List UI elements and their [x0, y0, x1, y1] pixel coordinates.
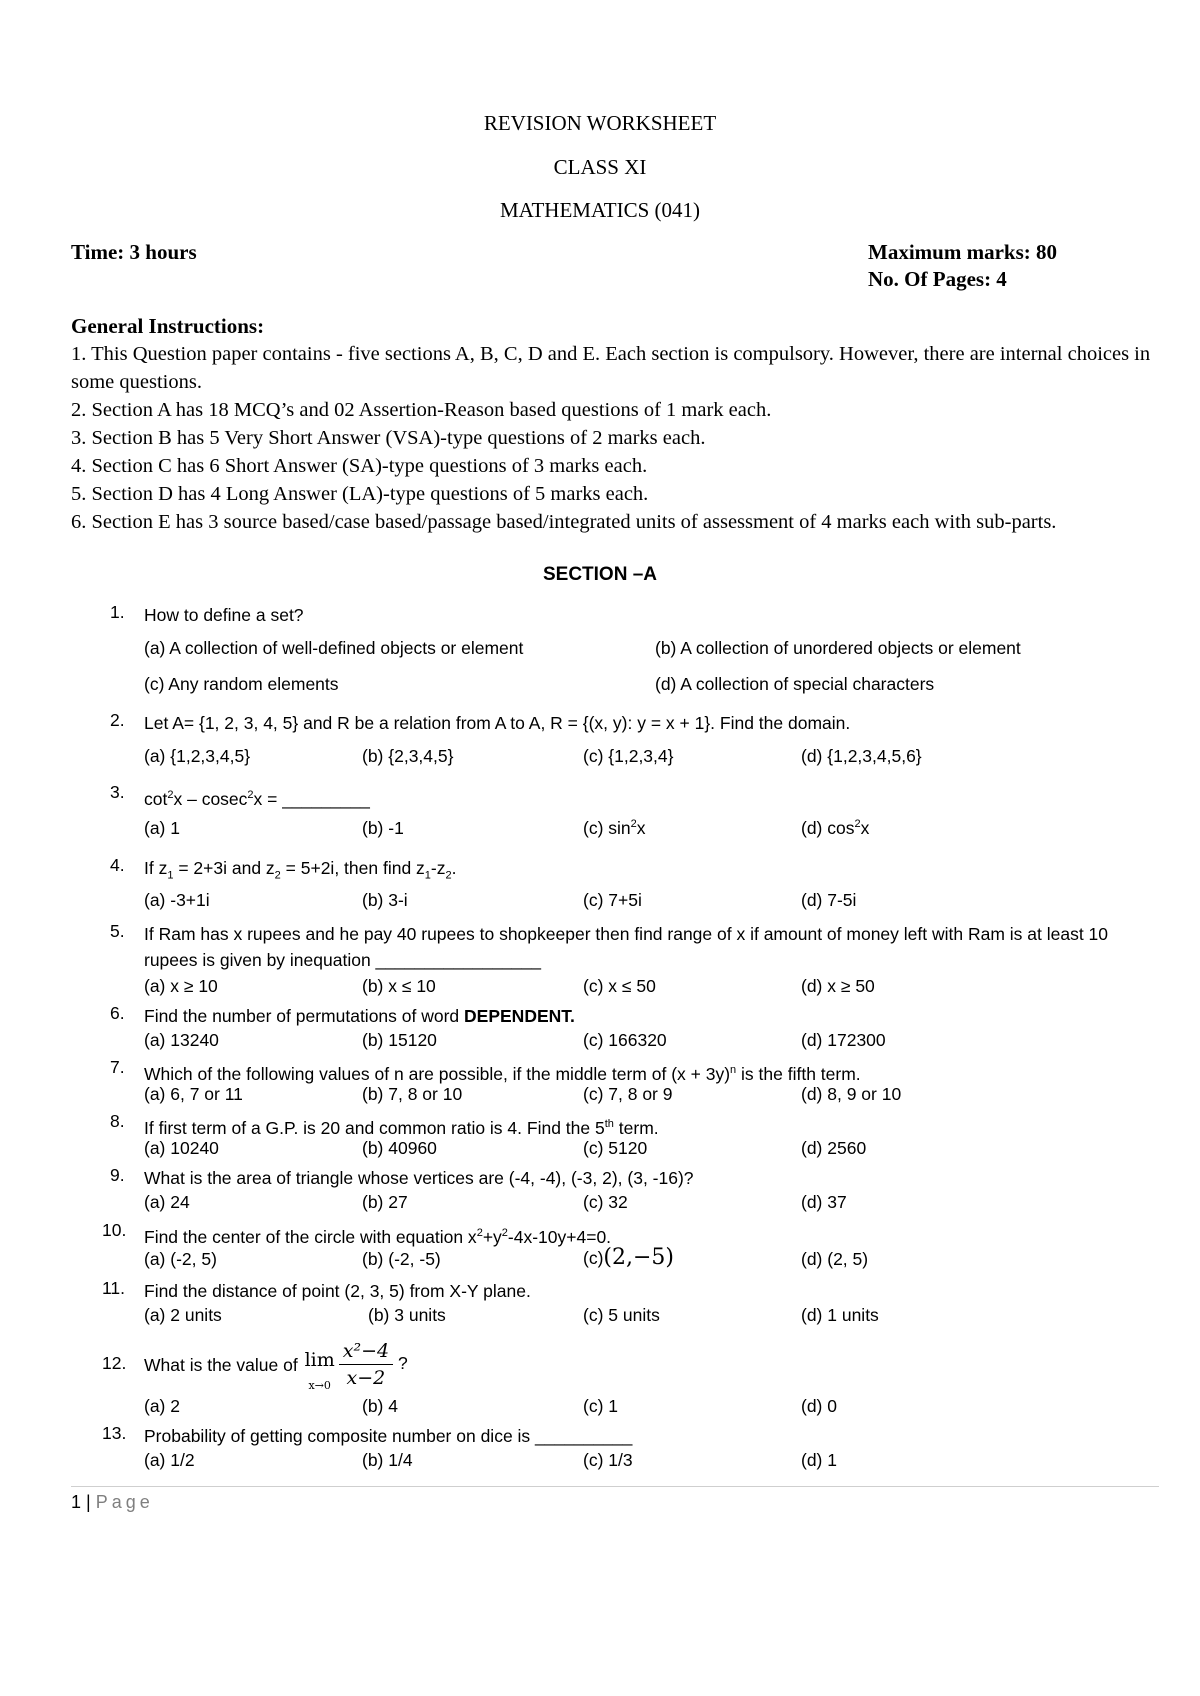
- q9-option-d: (d) 37: [801, 1192, 847, 1212]
- footer-separator: |: [81, 1492, 96, 1512]
- question-number: 11.: [102, 1278, 126, 1298]
- question-text: What is the area of triangle whose vertices are (-4, -4), (-3, 2), (3, -16)?: [144, 1168, 694, 1188]
- question-12: [102, 1338, 1160, 1398]
- question-text: Let A= {1, 2, 3, 4, 5} and R be a relation from A to A, R = {(x, y): y = x + 1}. Find the domain.: [144, 713, 851, 733]
- instruction-6: 6. Section E has 3 source based/case based/passage based/integrated units of assessment of 4 marks each with sub-parts.: [71, 511, 1057, 533]
- q2-option-d: (d) {1,2,3,4,5,6}: [801, 746, 922, 766]
- question-text: Probability of getting composite number on dice is __________: [144, 1426, 633, 1446]
- q4-option-c: (c) 7+5i: [583, 890, 642, 910]
- q10-option-a: (a) (-2, 5): [144, 1249, 217, 1269]
- q11-option-d: (d) 1 units: [801, 1305, 879, 1325]
- question-number: 6.: [110, 1003, 125, 1023]
- question-number: 2.: [110, 710, 125, 730]
- q8-option-b: (b) 40960: [362, 1138, 437, 1158]
- max-marks-label: Maximum marks: 80: [868, 240, 1057, 264]
- question-text: If Ram has x rupees and he pay 40 rupees to shopkeeper then find range of x if amount of money left with Ram is at least 10 rupees is given by inequation _________________: [144, 924, 1109, 970]
- section-a-title: SECTION –A: [542, 564, 658, 585]
- q6-option-b: (b) 15120: [362, 1030, 437, 1050]
- q6-option-d: (d) 172300: [801, 1030, 886, 1050]
- q9-option-c: (c) 32: [583, 1192, 628, 1212]
- subject-title: MATHEMATICS (041): [499, 198, 701, 222]
- question-number: 3.: [110, 782, 125, 802]
- page-number: 1: [71, 1492, 82, 1512]
- question-number: 10.: [102, 1220, 127, 1240]
- q10-option-b: (b) (-2, -5): [362, 1249, 441, 1269]
- q7-option-d: (d) 8, 9 or 10: [801, 1084, 902, 1104]
- q6-option-c: (c) 166320: [583, 1030, 667, 1050]
- q10-option-c: (c)(2,−5): [583, 1245, 674, 1270]
- q13-option-a: (a) 1/2: [144, 1450, 195, 1470]
- instruction-1: 1. This Question paper contains - five sections A, B, C, D and E. Each section is compulsory. However, there are internal choices in some questions.: [71, 343, 1151, 393]
- q2-option-c: (c) {1,2,3,4}: [583, 746, 674, 766]
- question-text: If first term of a G.P. is 20 and common ratio is 4. Find the 5th term.: [144, 1117, 659, 1138]
- q8-option-a: (a) 10240: [144, 1138, 219, 1158]
- instruction-5: 5. Section D has 4 Long Answer (LA)-type questions of 5 marks each.: [71, 483, 649, 505]
- question-text: How to define a set?: [144, 605, 304, 625]
- q9-option-b: (b) 27: [362, 1192, 408, 1212]
- worksheet-title: REVISION WORKSHEET: [483, 111, 717, 135]
- q8-option-c: (c) 5120: [583, 1138, 648, 1158]
- q11-option-a: (a) 2 units: [144, 1305, 222, 1325]
- question-number: 9.: [110, 1165, 125, 1185]
- q5-option-b: (b) x ≤ 10: [362, 976, 436, 996]
- q6-option-a: (a) 13240: [144, 1030, 219, 1050]
- q10-option-d: (d) (2, 5): [801, 1249, 869, 1269]
- q4-option-a: (a) -3+1i: [144, 890, 210, 910]
- q5-option-a: (a) x ≥ 10: [144, 976, 218, 996]
- q2-option-a: (a) {1,2,3,4,5}: [144, 746, 251, 766]
- instruction-3: 3. Section B has 5 Very Short Answer (VSA)-type questions of 2 marks each.: [71, 427, 706, 449]
- q3-option-c: (c) $\sin^2x$: [583, 818, 646, 838]
- instructions-heading: General Instructions:: [71, 314, 265, 338]
- question-text: Find the distance of point (2, 3, 5) from X-Y plane.: [144, 1281, 531, 1301]
- page-label: Page: [95, 1492, 154, 1512]
- footer-divider: [71, 1486, 1159, 1487]
- question-text: $\cot^2x - cosec^2x$ = _________: [144, 788, 370, 809]
- q7-option-a: (a) 6, 7 or 11: [144, 1084, 243, 1104]
- q12-option-c: (c) 1: [583, 1396, 618, 1416]
- q2-option-b: (b) {2,3,4,5}: [362, 746, 454, 766]
- q11-option-b: (b) 3 units: [368, 1305, 446, 1325]
- q13-option-b: (b) 1/4: [362, 1450, 413, 1470]
- q3-option-d: (d) $\cos^2x$: [801, 818, 870, 838]
- q1-option-b: (b) A collection of unordered objects or element: [655, 638, 1021, 658]
- q5-option-c: (c) x ≤ 50: [583, 976, 656, 996]
- q1-option-c: (c) Any random elements: [144, 674, 339, 694]
- q13-option-c: (c) 1/3: [583, 1450, 633, 1470]
- q4-option-d: (d) 7-5i: [801, 890, 857, 910]
- q3-option-b: (b) -1: [362, 818, 404, 838]
- q5-option-d: (d) x ≥ 50: [801, 976, 875, 996]
- pages-label: No. Of Pages: 4: [868, 267, 1007, 291]
- question-number: 12.: [102, 1353, 127, 1373]
- q12-option-d: (d) 0: [801, 1396, 837, 1416]
- q1-option-d: (d) A collection of special characters: [655, 674, 935, 694]
- q11-option-c: (c) 5 units: [583, 1305, 660, 1325]
- limit-operator: lim x→0: [304, 1348, 335, 1392]
- q12-option-b: (b) 4: [362, 1396, 398, 1416]
- q8-option-d: (d) 2560: [801, 1138, 867, 1158]
- question-text: Find the number of permutations of word DEPENDENT.: [144, 1006, 575, 1026]
- time-label: Time: 3 hours: [71, 240, 197, 264]
- question-number: 1.: [110, 602, 125, 622]
- instruction-4: 4. Section C has 6 Short Answer (SA)-type questions of 3 marks each.: [71, 455, 648, 477]
- question-text: Which of the following values of n are possible, if the middle term of $(x + 3y)^n$ is the fifth term.: [144, 1063, 861, 1084]
- q4-option-b: (b) 3-i: [362, 890, 408, 910]
- limit-fraction: $\frac{\text{x²−4}}{x-2}$: [339, 1338, 393, 1391]
- class-title: CLASS XI: [553, 155, 647, 179]
- q1-option-a: (a) A collection of well-defined objects or element: [144, 638, 524, 658]
- instruction-2: 2. Section A has 18 MCQ’s and 02 Assertion-Reason based questions of 1 mark each.: [71, 399, 772, 421]
- q13-option-d: (d) 1: [801, 1450, 837, 1470]
- question-text: Find the center of the circle with equation $x^2+y^2-4x-10y+4=0$.: [144, 1226, 612, 1247]
- q3-option-a: (a) 1: [144, 818, 180, 838]
- question-number: 5.: [110, 921, 125, 941]
- question-number: 7.: [110, 1057, 125, 1077]
- page-footer: [71, 1492, 154, 1513]
- q7-option-b: (b) 7, 8 or 10: [362, 1084, 463, 1104]
- question-text: If $z_1 = 2+3i$ and $z_2 = 5+2i$, then find $z_1-z_2$.: [144, 858, 457, 882]
- question-number: 4.: [110, 855, 125, 875]
- q9-option-a: (a) 24: [144, 1192, 190, 1212]
- q12-option-a: (a) 2: [144, 1396, 180, 1416]
- q7-option-c: (c) 7, 8 or 9: [583, 1084, 673, 1104]
- question-text: What is the value of lim x→0 $\frac{\text{x²−4}}{x-2}$ ?: [144, 1338, 1154, 1391]
- question-number: 13.: [102, 1423, 127, 1443]
- question-number: 8.: [110, 1111, 125, 1131]
